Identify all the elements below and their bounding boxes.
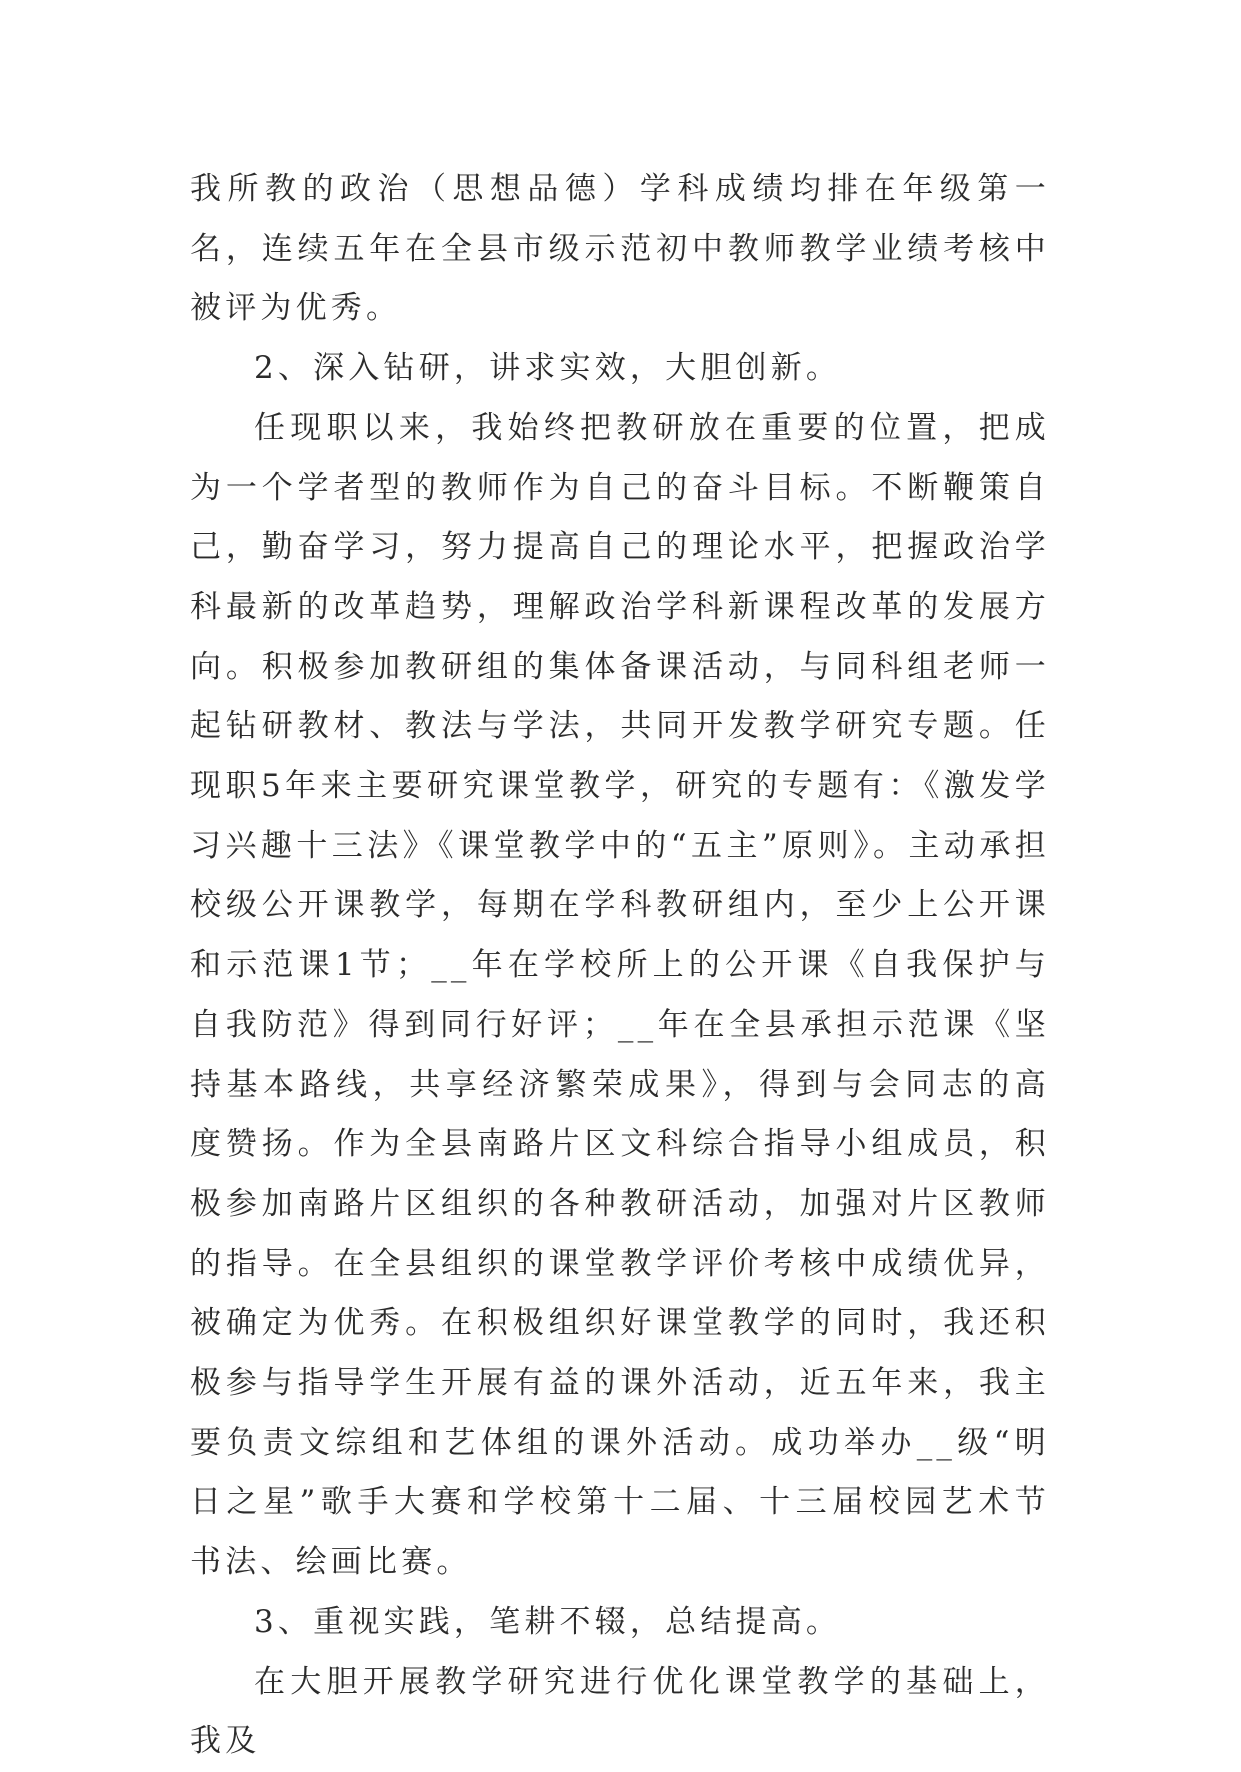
- section-heading-2: 2、深入钻研，讲求实效，大胆创新。: [254, 350, 842, 387]
- paragraph-continuation: 我所教的政治（思想品德）学科成绩均排在年级第一名，连续五年在全县市级示范初中教师教学业绩考核中被评为优秀。: [190, 171, 1050, 327]
- paragraph-practice: 在大胆开展教学研究进行优化课堂教学的基础上，我及: [190, 1663, 1050, 1760]
- section-heading-3: 3、重视实践，笔耕不辍，总结提高。: [254, 1603, 842, 1640]
- document-body: [190, 160, 1050, 1772]
- paragraph-research: 任现职以来，我始终把教研放在重要的位置，把成为一个学者型的教师作为自己的奋斗目标。不断鞭策自己，勤奋学习，努力提高自己的理论水平，把握政治学科最新的改革趋势，理解政治学科新课程改革的发展方向。积极参加教研组的集体备课活动，与同科组老师一起钻研教材、教法与学法，共同开发教学研究专题。任现职5年来主要研究课堂教学，研究的专题有：《激发学习兴趣十三法》《课堂教学中的“五主”原则》。主动承担校级公开课教学，每期在学科教研组内，至少上公开课和示范课1节；__年在学校所上的公开课《自我保护与自我防范》得到同行好评；__年在全县承担示范课《坚持基本路线，共享经济繁荣成果》，得到与会同志的高度赞扬。作为全县南路片区文科综合指导小组成员，积极参加南路片区组织的各种教研活动，加强对片区教师的指导。在全县组织的课堂教学评价考核中成绩优异，被确定为优秀。在积极组织好课堂教学的同时，我还积极参与指导学生开展有益的课外活动，近五年来，我主要负责文综组和艺体组的课外活动。成功举办__级“明日之星”歌手大赛和学校第十二届、十三届校园艺术节书法、绘画比赛。: [190, 409, 1050, 1581]
